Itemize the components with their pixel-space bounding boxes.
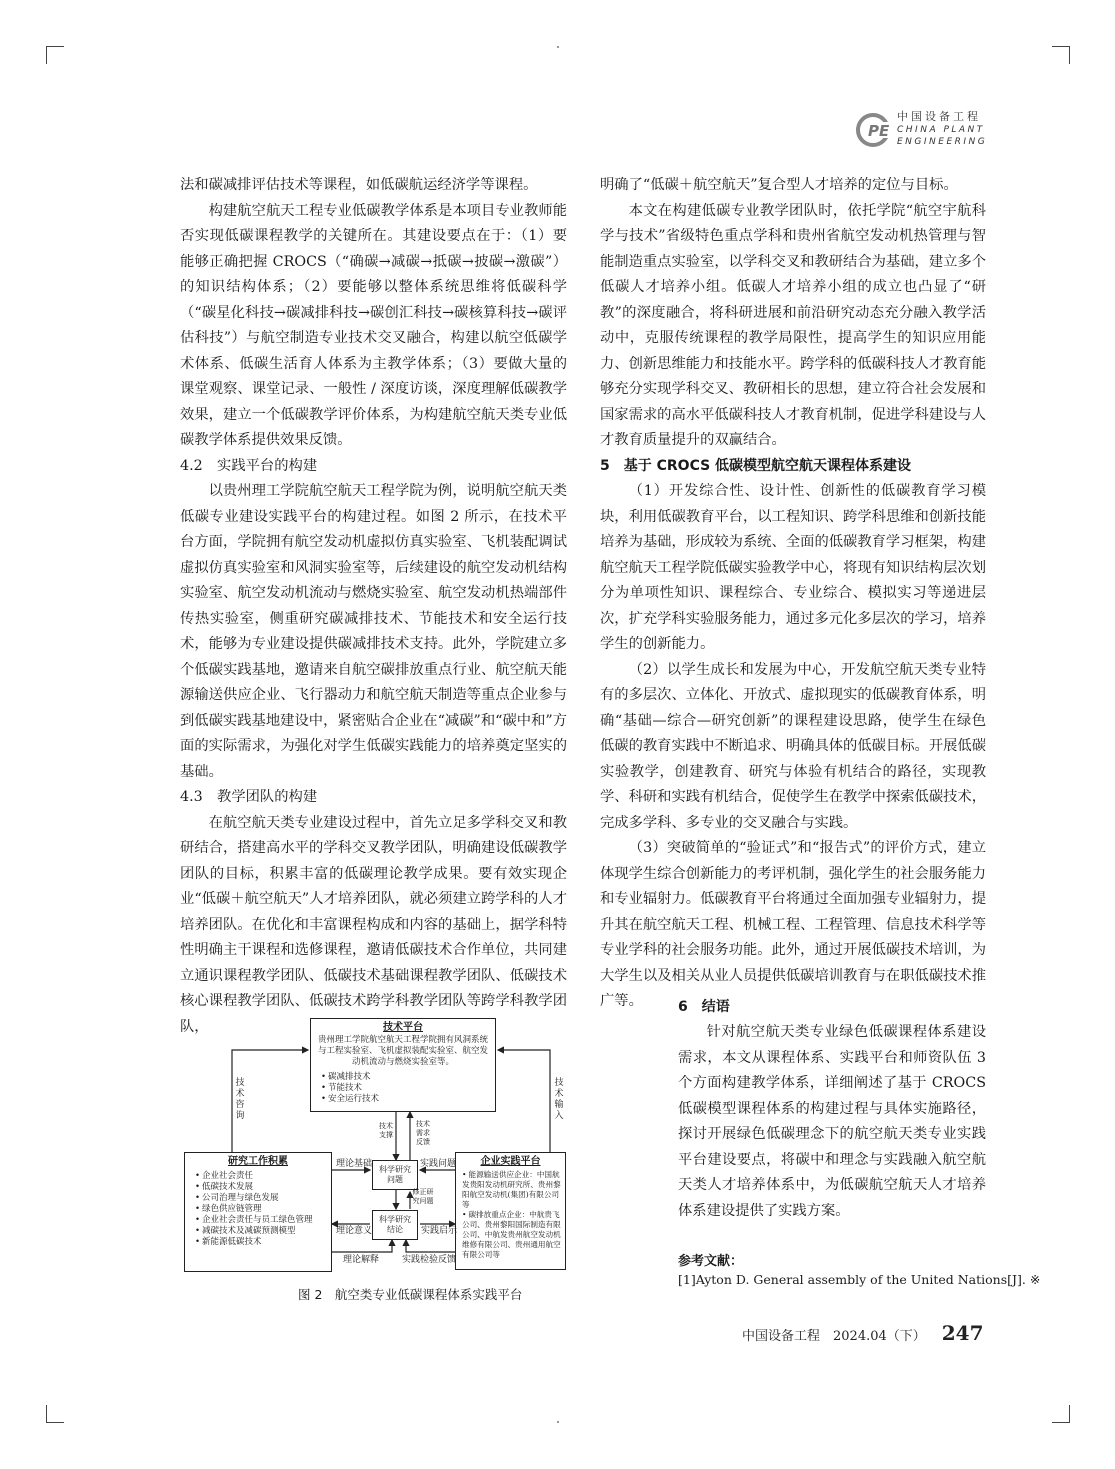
crop-mark xyxy=(46,1405,47,1423)
journal-logo-icon xyxy=(855,108,895,148)
paragraph: （1）开发综合性、设计性、创新性的低碳教育学习模块，利用低碳教育平台，以工程知识、跨学科思维和创新技能培养为基础，形成较为系统、全面的低碳教育学习框架，构建航空航天工程学院低碳实验教学中心，将现有知识结构层次划分为单项性知识、课程综合、专业综合、模拟实习等递进层次，扩充学科实验服务能力，通过多元化多层次的学习，培养学生的创新能力。 xyxy=(600,483,987,652)
list-item: • 能源输送供应企业：中国航发贵阳发动机研究所、贵州黎阳航空发动机(集团)有限公司等 xyxy=(462,1170,562,1210)
research-title: 研究工作积累 xyxy=(228,1156,288,1167)
list-item: • 企业社会责任与员工绿色管理 xyxy=(195,1215,331,1226)
list-item: • 企业社会责任 xyxy=(195,1171,331,1182)
tech-platform-box xyxy=(310,1018,496,1112)
label-theory-meaning: 理论意义 xyxy=(336,1226,373,1236)
label-theory-explain: 理论解释 xyxy=(343,1255,380,1265)
list-item: • 公司治理与绿色发展 xyxy=(195,1193,331,1204)
list-item: • 减碳技术及减碳预测模型 xyxy=(195,1226,331,1237)
label-theory-basis: 理论基础 xyxy=(336,1159,373,1169)
label-practice-issue: 实践问题 xyxy=(420,1159,457,1169)
tech-platform-desc: 贵州理工学院航空航天工程学院拥有风洞系统与工程实验室、飞机虚拟装配实验室、航空发动机流动与燃烧实验室等。 xyxy=(317,1035,488,1067)
journal-logo xyxy=(855,108,995,154)
list-item: • 绿色供应链管理 xyxy=(195,1204,331,1215)
paragraph: 明确了“低碳＋航空航天”复合型人才培养的定位与目标。 xyxy=(600,177,958,193)
paragraph: 构建航空航天工程专业低碳教学体系是本项目专业教师能否实现低碳课程教学的关键所在。其建设要点在于：（1）要能够正确把握 CROCS（“确碳→减碳→抵碳→披碳→激碳”）的知识结构体系；（2）要能够以整体系统思维将低碳科学（“碳星化科技→碳减排科技→碳创汇科技→碳核算科技→碳评估科技”）与航空制造专业技术交叉融合，构建以航空低碳学术体系、低碳生活育人体系为主教学体系；（3）要做大量的课堂观察、课堂记录、一般性 / 深度访谈，深度理解低碳教学效果，建立一个低碳教学评价体系，为构建航空航天类专业低碳教学体系提供效果反馈。 xyxy=(180,202,567,448)
registration-dot xyxy=(557,46,559,48)
label-revise-issue: 修正研究问题 xyxy=(412,1188,434,1205)
paragraph: 针对航空航天类专业绿色低碳课程体系建设需求，本文从课程体系、实践平台和师资队伍 3 个方面构建教学体系，详细阐述了基于 CROCS 低碳模型课程体系的构建过程与具体实施路径，探讨开展绿色低碳理念下的航空航天类专业实践平台建设要点，将碳中和理念与实践融入航空航天类人才培养体系中，为低碳航空航天人才培养体系建设提供了实践方案。 xyxy=(678,1024,986,1219)
research-list xyxy=(185,1171,331,1248)
journal-name-cn: 中国设备工程 xyxy=(897,110,981,123)
list-item: • 新能源低碳技术 xyxy=(195,1237,331,1248)
list-item: • 节能技术 xyxy=(321,1083,495,1094)
research-conclusion-box: 科学研究结论 xyxy=(372,1210,418,1240)
page-number: 247 xyxy=(941,1321,984,1345)
section-heading: 5 基于 CROCS 低碳模型航空航天课程体系建设 xyxy=(600,457,912,474)
label-tech-consult: 技术咨询 xyxy=(235,1078,245,1121)
crop-mark xyxy=(1052,1422,1070,1423)
label-tech-input: 技术输入 xyxy=(554,1078,564,1121)
label-practice-feedback: 实践检验反馈 xyxy=(402,1255,457,1265)
section-heading: 4.2 实践平台的构建 xyxy=(180,457,318,474)
label-tech-feedback: 技术需求反馈 xyxy=(416,1120,430,1146)
paragraph: 以贵州理工学院航空航天工程学院为例，说明航空航天类低碳专业建设实践平台的构建过程。如图 2 所示，在技术平台方面，学院拥有航空发动机虚拟仿真实验室、飞机装配调试虚拟仿真实验室和风洞实验室等，后续建设的航空发动机结构实验室、航空发动机流动与燃烧实验室、航空发动机热端部件传热实验室，侧重研究碳减排技术、节能技术和安全运行技术，能够为专业建设提供碳减排技术支持。此外，学院建立多个低碳实践基地，邀请来自航空碳排放重点行业、航空航天能源输送供应企业、飞行器动力和航空航天制造等重点企业参与到低碳实践基地建设中，紧密贴合企业在“减碳”和“碳中和”方面的实际需求，为强化对学生低碳实践能力的培养奠定坚实的基础。 xyxy=(180,483,567,780)
footer-journal: 中国设备工程 2024.04（下） xyxy=(742,1329,926,1344)
crop-mark xyxy=(46,1422,64,1423)
paragraph: 法和碳减排评估技术等课程，如低碳航运经济学等课程。 xyxy=(180,177,538,193)
enterprise-box xyxy=(455,1152,566,1270)
paragraph: （3）突破简单的“验证式”和“报告式”的评价方式，建立体现学生综合创新能力的考评机制，强化学生的社会服务能力和专业辐射力。低碳教育平台将通过全面加强专业辐射力，提升其在航空航天工程、机械工程、工程管理、信息技术科学等专业学科的社会服务功能。此外，通过开展低碳技术培训，为大学生以及相关从业人员提供低碳培训教育与在职低碳技术推广等。 xyxy=(600,840,987,1009)
conclusion xyxy=(678,1020,986,1224)
crop-mark xyxy=(46,46,47,64)
label-tech-support: 技术支撑 xyxy=(379,1122,393,1139)
research-question-box: 科学研究问题 xyxy=(372,1160,418,1190)
enterprise-title: 企业实践平台 xyxy=(480,1156,541,1167)
list-item: • 碳排放重点企业：中航贵飞公司、贵州黎阳国际制造有限公司、中航发贵州航空发动机维修有限公司、贵州通用航空有限公司等 xyxy=(462,1210,562,1260)
crop-mark xyxy=(46,46,64,47)
list-item: • 碳减排技术 xyxy=(321,1072,495,1083)
list-item: • 安全运行技术 xyxy=(321,1094,495,1105)
paragraph: 本文在构建低碳专业教学团队时，依托学院“航空宇航科学与技术”省级特色重点学科和贵州省航空发动机热管理与智能制造重点实验室，以学科交叉和教研结合为基础，建立多个低碳人才培养小组。低碳人才培养小组的成立也凸显了“研教”的深度融合，将科研进展和前沿研究动态充分融入教学活动中，克服传统课程的教学局限性，提高学生的知识应用能力、创新思维能力和技能水平。跨学科的低碳科技人才教育能够充分实现学科交叉、教研相长的思想，建立符合社会发展和国家需求的高水平低碳科技人才教育机制，促进学科建设与人才教育质量提升的双赢结合。 xyxy=(600,202,987,448)
crop-mark xyxy=(1069,46,1070,64)
crop-mark xyxy=(1052,46,1070,47)
reference-item: [1]Ayton D. General assembly of the United Nations[J]. ※ xyxy=(678,1272,1041,1287)
crop-mark xyxy=(1069,1405,1070,1423)
tech-platform-title: 技术平台 xyxy=(383,1022,423,1033)
figure-caption: 图 2 航空类专业低碳课程体系实践平台 xyxy=(298,1287,523,1302)
registration-dot xyxy=(557,1421,559,1423)
paragraph: （2）以学生成长和发展为中心，开发航空航天类专业特有的多层次、立体化、开放式、虚拟现实的低碳教育体系，明确“基础—综合—研究创新”的课程建设思路，使学生在绿色低碳的教育实践中不断追求、明确具体的低碳目标。开展低碳实验教学，创建教育、研究与体验有机结合的路径，实现教学、科研和实践有机结合，促使学生在教学中探索低碳技术，完成多学科、多专业的交叉融合与实践。 xyxy=(600,661,987,831)
list-item: • 低碳技术发展 xyxy=(195,1182,331,1193)
references-title: 参考文献： xyxy=(678,1254,744,1269)
figure-2 xyxy=(180,1012,570,1277)
enterprise-list xyxy=(456,1170,565,1260)
page-footer xyxy=(742,1321,984,1345)
label-practice-insight: 实践启示 xyxy=(421,1226,458,1236)
section-heading: 4.3 教学团队的构建 xyxy=(180,789,318,805)
journal-name-en: CHINA PLANT ENGINEERING xyxy=(897,125,988,147)
left-column xyxy=(180,173,567,1040)
paragraph: 在航空航天类专业建设过程中，首先立足多学科交叉和教研结合，搭建高水平的学科交叉教学团队，明确建设低碳教学团队的目标，积累丰富的低碳理论教学成果。要有效实现企业“低碳＋航空航天”人才培养团队，就必须建立跨学科的人才培养团队。在优化和丰富课程构成和内容的基础上，据学科特性明确主干课程和选修课程，邀请低碳技术合作单位，共同建立通识课程教学团队、低碳技术基础课程教学团队、低碳技术核心课程教学团队、低碳技术跨学科教学团队等跨学科教学团队， xyxy=(180,814,567,1035)
research-box xyxy=(184,1152,332,1272)
section-heading: 6 结语 xyxy=(678,999,730,1015)
logo-letters: PE xyxy=(868,122,890,140)
right-column xyxy=(600,173,986,1015)
tech-platform-list xyxy=(311,1072,495,1105)
